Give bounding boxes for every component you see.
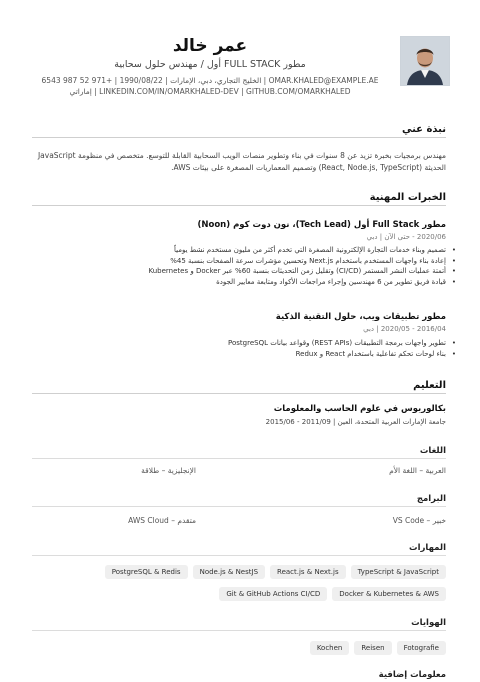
hobbies-row bbox=[32, 641, 446, 655]
hobbies-heading: الهوايات bbox=[32, 618, 446, 631]
resume-header bbox=[30, 30, 450, 110]
job-2-title: مطور تطبيقات ويب، حلول التقنية الذكية bbox=[275, 312, 446, 322]
profile-photo-icon bbox=[401, 37, 449, 85]
hobby-chip: Reisen bbox=[354, 641, 391, 655]
skills-heading: المهارات bbox=[32, 543, 446, 556]
bullet-item: • أتمتة عمليات النشر المستمر (CI/CD) وتقليل زمن التحديثات بنسبة 60% عبر Docker و Kubernetes bbox=[32, 266, 446, 277]
education-heading: التعليم bbox=[32, 380, 446, 394]
job-1-bullets bbox=[32, 245, 460, 287]
contact-line-2: LINKEDIN.COM/IN/OMARKHALED-DEV | GITHUB.COM/OMARKHALED | إماراتي bbox=[69, 87, 351, 96]
language-item: العربية – اللغة الأم bbox=[389, 466, 446, 475]
software-item: VS Code – خبير bbox=[392, 516, 446, 525]
person-name: عمر خالد bbox=[172, 36, 248, 56]
hobby-chip: Fotografie bbox=[397, 641, 446, 655]
languages-heading: اللغات bbox=[32, 446, 446, 459]
skill-chip: Git & GitHub Actions CI/CD bbox=[219, 587, 327, 601]
about-heading: نبذة عني bbox=[32, 124, 446, 138]
skill-chip: PostgreSQL & Redis bbox=[105, 565, 188, 579]
bullet-item: • بناء لوحات تحكم تفاعلية باستخدام React و Redux bbox=[32, 349, 446, 360]
additional-info-heading: معلومات إضافية bbox=[378, 670, 446, 680]
skill-chip: Docker & Kubernetes & AWS bbox=[332, 587, 446, 601]
job-title: مطور FULL STACK أول / مهندس حلول سحابية bbox=[114, 59, 306, 70]
language-item: الإنجليزية – طلاقة bbox=[141, 466, 196, 475]
skills-row-2 bbox=[32, 587, 446, 601]
software-heading: البرامج bbox=[32, 494, 446, 507]
job-2-meta: 2016/04 - 2020/05 | دبي bbox=[363, 325, 446, 333]
avatar bbox=[400, 36, 450, 86]
job-1-meta: 2020/06 - حتى الآن | دبي bbox=[366, 233, 446, 241]
degree-title: بكالوريوس في علوم الحاسب والمعلومات bbox=[273, 404, 446, 414]
software-item: AWS Cloud – متقدم bbox=[128, 516, 196, 525]
bullet-item: • تطوير واجهات برمجة التطبيقات (REST APIs) وقواعد بيانات PostgreSQL bbox=[32, 338, 446, 349]
skill-chip: Node.js & NestJS bbox=[193, 565, 265, 579]
hobby-chip: Kochen bbox=[310, 641, 350, 655]
about-text: مهندس برمجيات بخبرة تزيد عن 8 سنوات في بناء وتطوير منصات الويب السحابية القابلة للتوسع. متخصص في منظومة JavaScript الحديثة (React, Node.js, TypeScript) وتصميم المعماريات المصغرة على بيئات AWS. bbox=[37, 151, 446, 172]
bullet-item: • تصميم وبناء خدمات التجارة الإلكترونية المصغرة التي تخدم أكثر من مليون مستخدم نشط يومياً bbox=[32, 245, 446, 256]
skill-chip: TypeScript & JavaScript bbox=[351, 565, 446, 579]
bullet-item: • إعادة بناء واجهات المستخدم باستخدام Next.js وتحسين مؤشرات سرعة الصفحات بنسبة 45% bbox=[32, 256, 446, 267]
skills-row-1 bbox=[32, 565, 446, 579]
contact-line-1: OMAR.KHALED@EXAMPLE.AE | الخليج التجاري، دبي، الإمارات | 1990/08/22 | +971 52 987 6543 bbox=[41, 76, 379, 85]
header-text bbox=[30, 36, 390, 97]
bullet-item: • قيادة فريق تطوير من 6 مهندسين وإجراء مراجعات الأكواد ومتابعة معايير الجودة bbox=[32, 277, 446, 288]
job-2-bullets bbox=[32, 338, 460, 359]
job-1-title: مطور Full Stack أول (Tech Lead)، نون دوت كوم (Noon) bbox=[197, 220, 446, 230]
skill-chip: React.js & Next.js bbox=[270, 565, 346, 579]
education-meta: جامعة الإمارات العربية المتحدة، العين | 2011/09 - 2015/06 bbox=[265, 418, 446, 426]
experience-heading: الخبرات المهنية bbox=[32, 192, 446, 206]
